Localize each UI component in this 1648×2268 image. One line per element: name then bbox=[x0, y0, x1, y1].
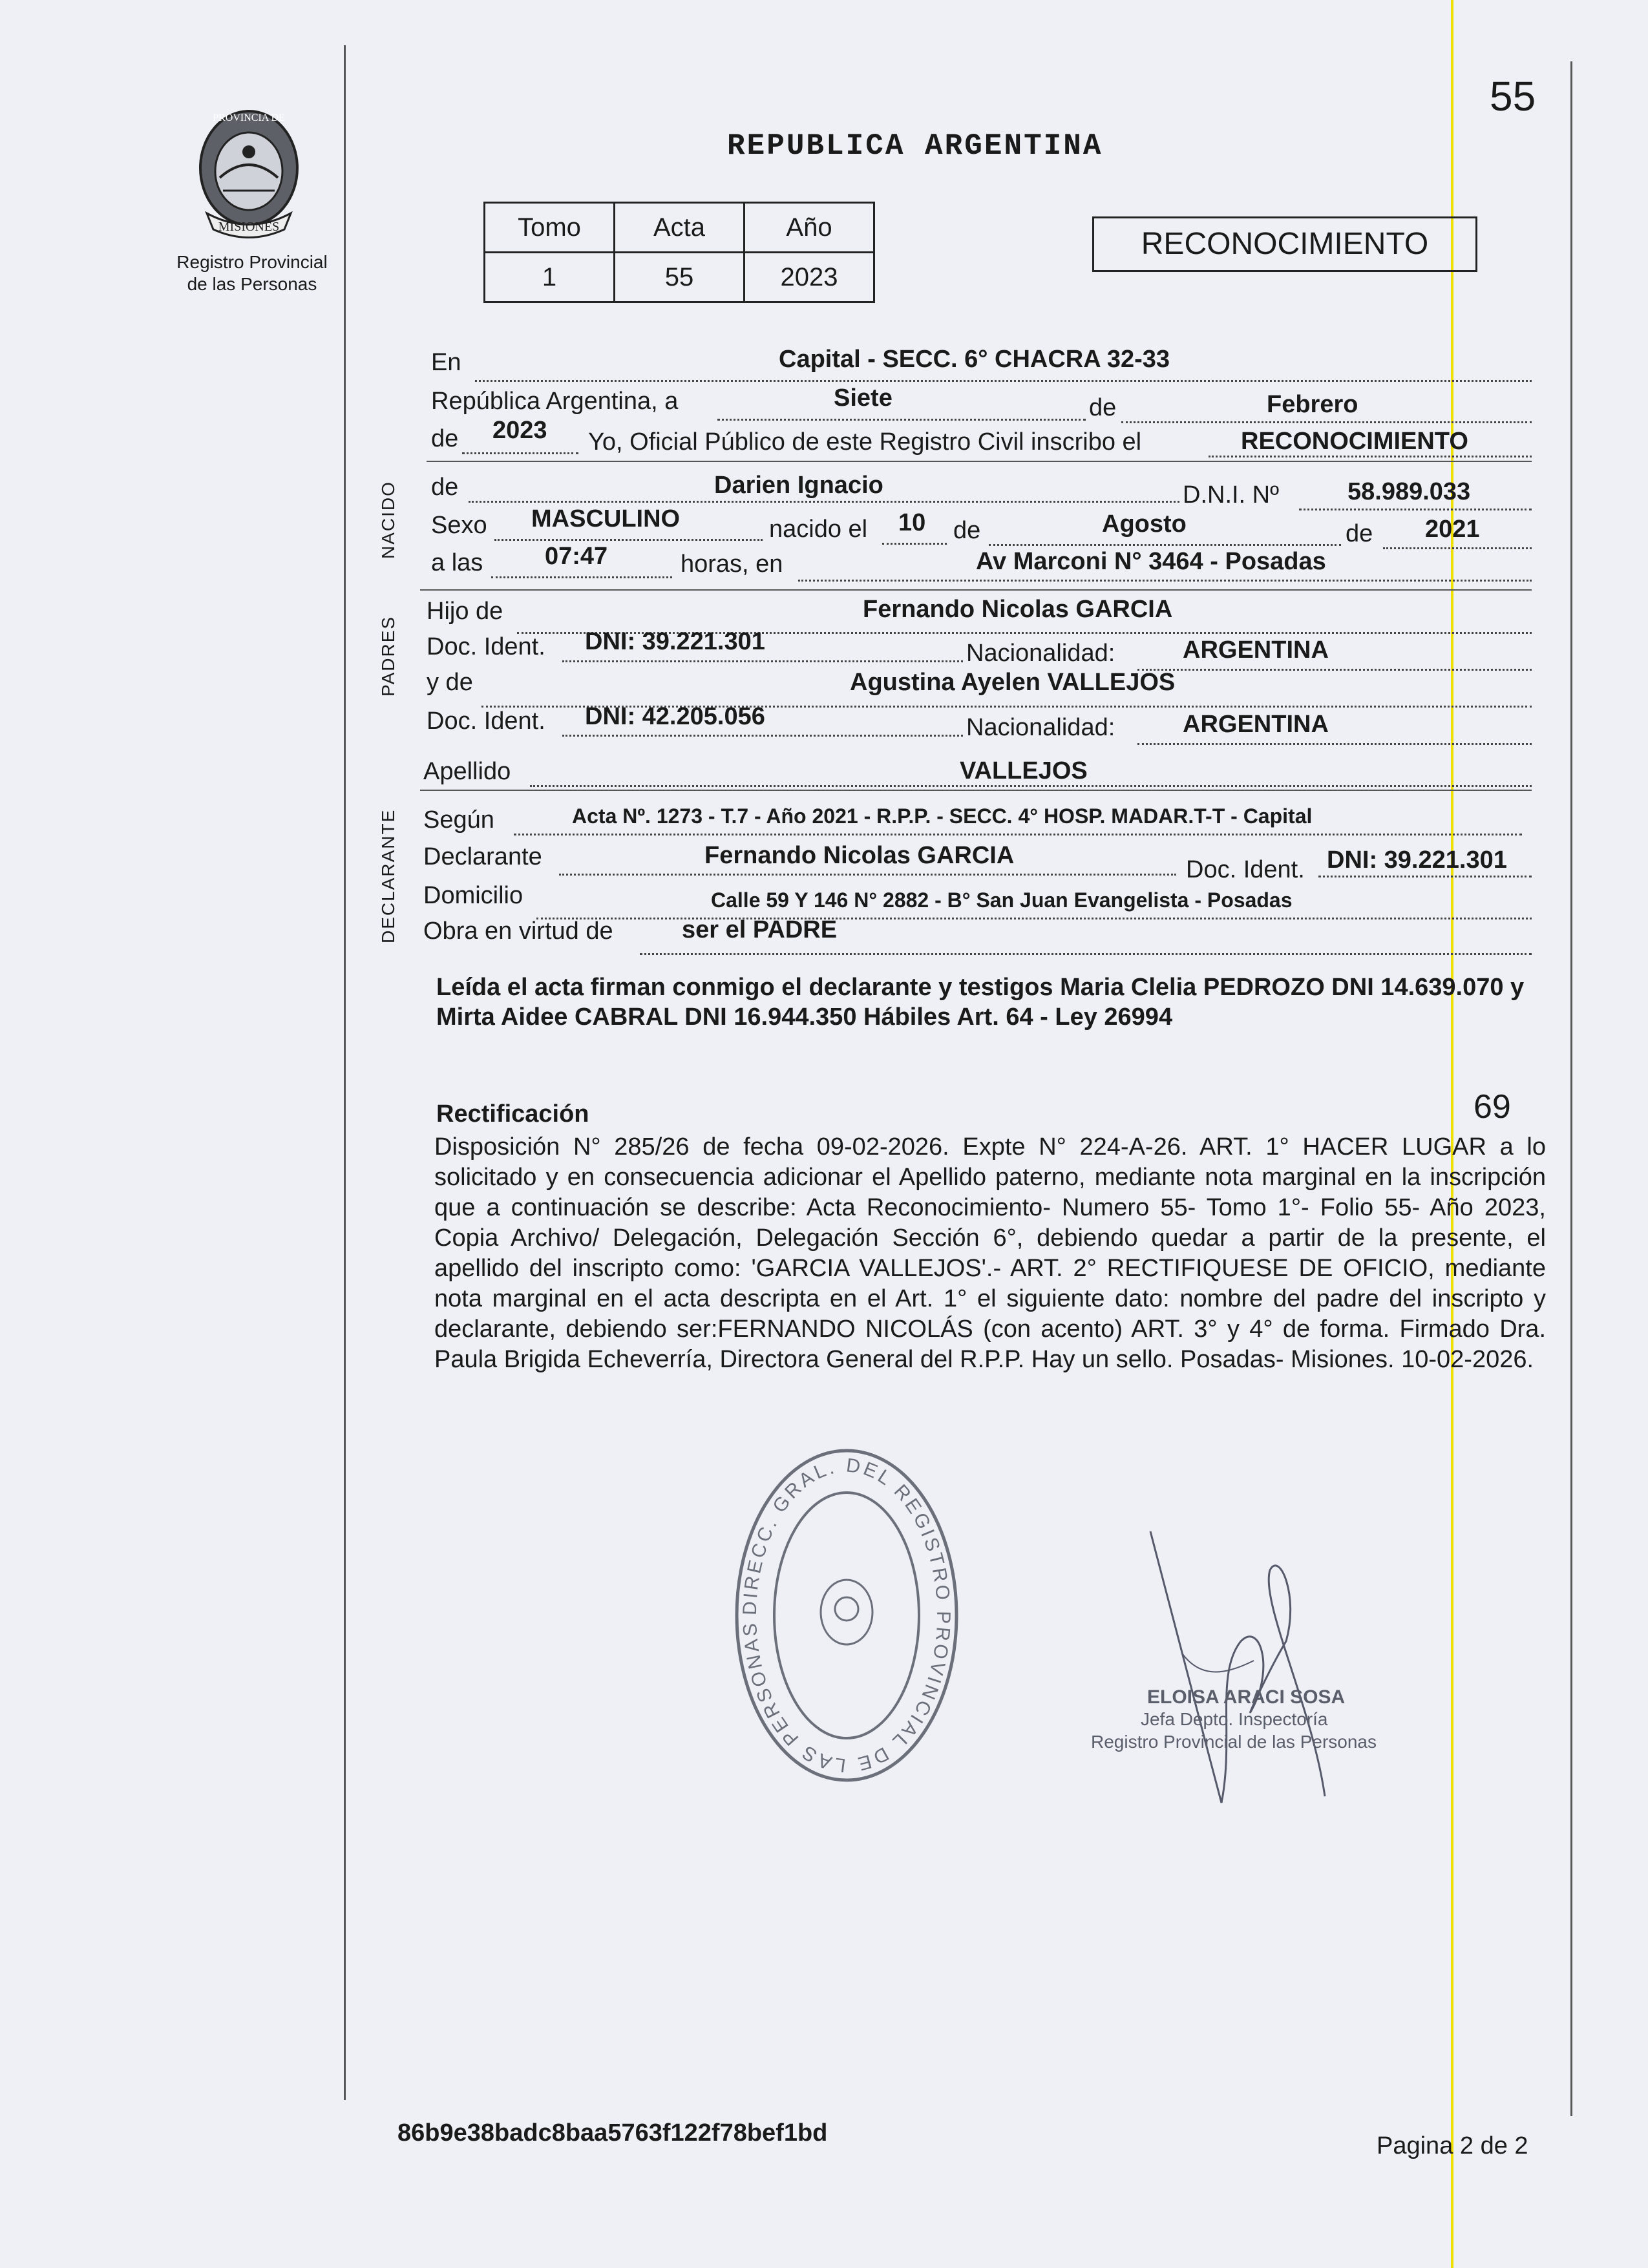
dots-declarante bbox=[559, 874, 1176, 876]
de4-label: de bbox=[953, 517, 981, 544]
dots-tipo bbox=[1209, 456, 1532, 457]
obra-label: Obra en virtud de bbox=[423, 918, 613, 945]
dots-lugar bbox=[798, 580, 1532, 582]
dots-doc1 bbox=[562, 660, 963, 662]
apellido-label: Apellido bbox=[423, 758, 511, 785]
signature bbox=[1144, 1512, 1338, 1822]
table-value-acta: 55 bbox=[615, 253, 745, 302]
horas-label: horas, en bbox=[681, 551, 783, 578]
nac2-value: ARGENTINA bbox=[1183, 711, 1329, 738]
hijo-label: Hijo de bbox=[427, 598, 503, 625]
table-header-acta: Acta bbox=[615, 203, 745, 253]
doc2-label: Doc. Ident. bbox=[427, 708, 545, 735]
stamp-name: ELOISA ARACI SOSA bbox=[1147, 1686, 1346, 1708]
rectificacion-body: Disposición N° 285/26 de fecha 09-02-2026. Expte N° 224-A-26. ART. 1° HACER LUGAR a lo solicitado y en consecuencia adicionar el Apellido paterno, mediante nota marginal en la inscripción que a continuación se describe: Acta Reconocimiento- Numero 55- Tomo 1°- Folio 55- Año 2023, Copia Archivo/ Delegación, Delegación Sección 6°, debiendo quedar a partir de la presente, el apellido del inscripto como: 'GARCIA VALLEJOS'.- ART. 2° RECTIFIQUESE DE OFICIO, mediante nota marginal en el acta descripta en el Art. 1° el siguiente dato: nombre del padre del inscripto y declarante, debiendo ser:FERNANDO NICOLÁS (con acento) ART. 3° y 4° de forma. Firmado Dra. Paula Brigida Echeverría, Directora General del R.P.P. Hay un sello. Posadas- Misiones. 10-02-2026. bbox=[434, 1133, 1546, 1373]
sexo-label: Sexo bbox=[431, 512, 487, 539]
declarante-label: Declarante bbox=[423, 843, 542, 870]
dots-sexo bbox=[494, 539, 763, 541]
side-label-padres: PADRES bbox=[378, 615, 398, 697]
nac1-label: Nacionalidad: bbox=[966, 640, 1115, 667]
stamp-role: Jefa Depto. Inspectoría bbox=[1141, 1709, 1328, 1729]
dots-dia bbox=[717, 419, 1086, 421]
nacido-label: nacido el bbox=[769, 516, 868, 543]
declarante-value: Fernando Nicolas GARCIA bbox=[704, 842, 1015, 869]
svg-text:PROVINCIA DE: PROVINCIA DE bbox=[213, 112, 285, 123]
nombre-value: Darien Ignacio bbox=[714, 472, 883, 499]
dots-segun bbox=[514, 834, 1522, 835]
en-value: Capital - SECC. 6° CHACRA 32-33 bbox=[779, 346, 1170, 373]
page-indicator: Pagina 2 de 2 bbox=[1377, 2132, 1528, 2159]
de-label: de bbox=[1089, 394, 1117, 421]
logo-caption-2: de las Personas bbox=[187, 274, 317, 294]
table-value-tomo: 1 bbox=[485, 253, 615, 302]
en-label: En bbox=[431, 349, 461, 376]
dots-doc2 bbox=[562, 735, 963, 737]
document-hash: 86b9e38badc8baa5763f122f78bef1bd bbox=[397, 2119, 828, 2147]
table-header-anio: Año bbox=[745, 203, 874, 253]
side-label-nacido: NACIDO bbox=[378, 481, 398, 559]
dots-apellido bbox=[530, 785, 1532, 787]
table-value-anio: 2023 bbox=[745, 253, 874, 302]
svg-text:MISIONES: MISIONES bbox=[218, 220, 280, 234]
doc1-value: DNI: 39.221.301 bbox=[585, 628, 765, 655]
doc3-value: DNI: 39.221.301 bbox=[1327, 846, 1507, 874]
nac1-value: ARGENTINA bbox=[1183, 636, 1329, 664]
de3-label: de bbox=[431, 474, 459, 501]
province-logo bbox=[187, 107, 310, 262]
nac2-label: Nacionalidad: bbox=[966, 714, 1115, 741]
hora-value: 07:47 bbox=[545, 543, 608, 570]
nac-mes-value: Agosto bbox=[1102, 510, 1187, 538]
dots-dni bbox=[1299, 509, 1532, 510]
dots-nacanio bbox=[1383, 547, 1532, 549]
dots-nombre bbox=[469, 501, 1179, 503]
dots-en bbox=[475, 380, 1532, 382]
rectificacion-number: 69 bbox=[1474, 1088, 1511, 1126]
record-type-box: RECONOCIMIENTO bbox=[1092, 216, 1477, 272]
dia-value: Siete bbox=[834, 384, 893, 412]
yde-label: y de bbox=[427, 669, 473, 696]
official-seal bbox=[734, 1447, 960, 1783]
stamp-org: Registro Provincial de las Personas bbox=[1091, 1732, 1377, 1752]
seal-text: DIRECC. GRAL. DEL REGISTRO PROVINCIAL DE LAS PERSONAS bbox=[739, 1454, 955, 1776]
apellido-value: VALLEJOS bbox=[960, 757, 1088, 784]
de2-label: de bbox=[431, 425, 459, 452]
republica-label: República Argentina, a bbox=[431, 388, 679, 415]
dots-nacmes bbox=[989, 544, 1341, 546]
lugar-value: Av Marconi N° 3464 - Posadas bbox=[976, 548, 1326, 575]
rectificacion-title: Rectificación bbox=[436, 1100, 589, 1128]
dots-nacdia bbox=[882, 543, 947, 545]
seal-icon bbox=[734, 1447, 960, 1783]
dots-mes bbox=[1121, 421, 1532, 423]
domicilio-label: Domicilio bbox=[423, 882, 523, 909]
record-table bbox=[483, 202, 875, 303]
closing-text: Leída el acta firman conmigo el declarante y testigos Maria Clelia PEDROZO DNI 14.639.070 y Mirta Aidee CABRAL DNI 16.944.350 Hábiles Art. 64 - Ley 26994 bbox=[436, 974, 1525, 1031]
side-label-declarante: DECLARANTE bbox=[378, 808, 398, 943]
table-header-tomo: Tomo bbox=[485, 203, 615, 253]
de5-label: de bbox=[1346, 520, 1373, 547]
doc2-value: DNI: 42.205.056 bbox=[585, 703, 765, 730]
tipo-value: RECONOCIMIENTO bbox=[1241, 428, 1468, 455]
domicilio-value: Calle 59 Y 146 N° 2882 - B° San Juan Evangelista - Posadas bbox=[711, 888, 1293, 912]
segun-label: Según bbox=[423, 806, 494, 834]
obra-value: ser el PADRE bbox=[682, 916, 838, 943]
divider-1 bbox=[427, 461, 1532, 462]
right-frame-line bbox=[1570, 61, 1572, 2116]
alas-label: a las bbox=[431, 549, 483, 576]
mes-value: Febrero bbox=[1267, 391, 1358, 418]
logo-caption-1: Registro Provincial bbox=[176, 252, 328, 272]
dots-nac2 bbox=[1137, 743, 1532, 745]
dots-anio bbox=[462, 452, 578, 454]
dots-nac1 bbox=[1137, 669, 1532, 671]
page-number: 55 bbox=[1490, 73, 1536, 120]
left-frame-line bbox=[344, 45, 346, 2100]
handwritten-signature-icon bbox=[1144, 1512, 1338, 1822]
madre-value: Agustina Ayelen VALLEJOS bbox=[850, 669, 1176, 696]
dots-obra bbox=[640, 953, 1532, 955]
sexo-value: MASCULINO bbox=[531, 505, 681, 532]
nac-anio-value: 2021 bbox=[1425, 516, 1480, 543]
dni-label: D.N.I. Nº bbox=[1183, 481, 1279, 509]
doc1-label: Doc. Ident. bbox=[427, 633, 545, 660]
dots-hora bbox=[491, 576, 672, 578]
divider-3 bbox=[420, 790, 1532, 791]
dni-value: 58.989.033 bbox=[1347, 478, 1471, 505]
padre-value: Fernando Nicolas GARCIA bbox=[863, 596, 1173, 623]
page-title: REPUBLICA ARGENTINA bbox=[727, 129, 1103, 163]
nac-dia-value: 10 bbox=[898, 509, 926, 536]
doc3-label: Doc. Ident. bbox=[1186, 856, 1305, 883]
dots-doc3 bbox=[1318, 876, 1532, 877]
anio-value: 2023 bbox=[492, 417, 547, 444]
misiones-emblem-icon bbox=[187, 107, 310, 262]
oficial-text: Yo, Oficial Público de este Registro Civil inscribo el bbox=[588, 428, 1142, 456]
divider-2 bbox=[420, 589, 1532, 591]
segun-value: Acta Nº. 1273 - T.7 - Año 2021 - R.P.P. - SECC. 4° HOSP. MADAR.T-T - Capital bbox=[572, 804, 1313, 828]
